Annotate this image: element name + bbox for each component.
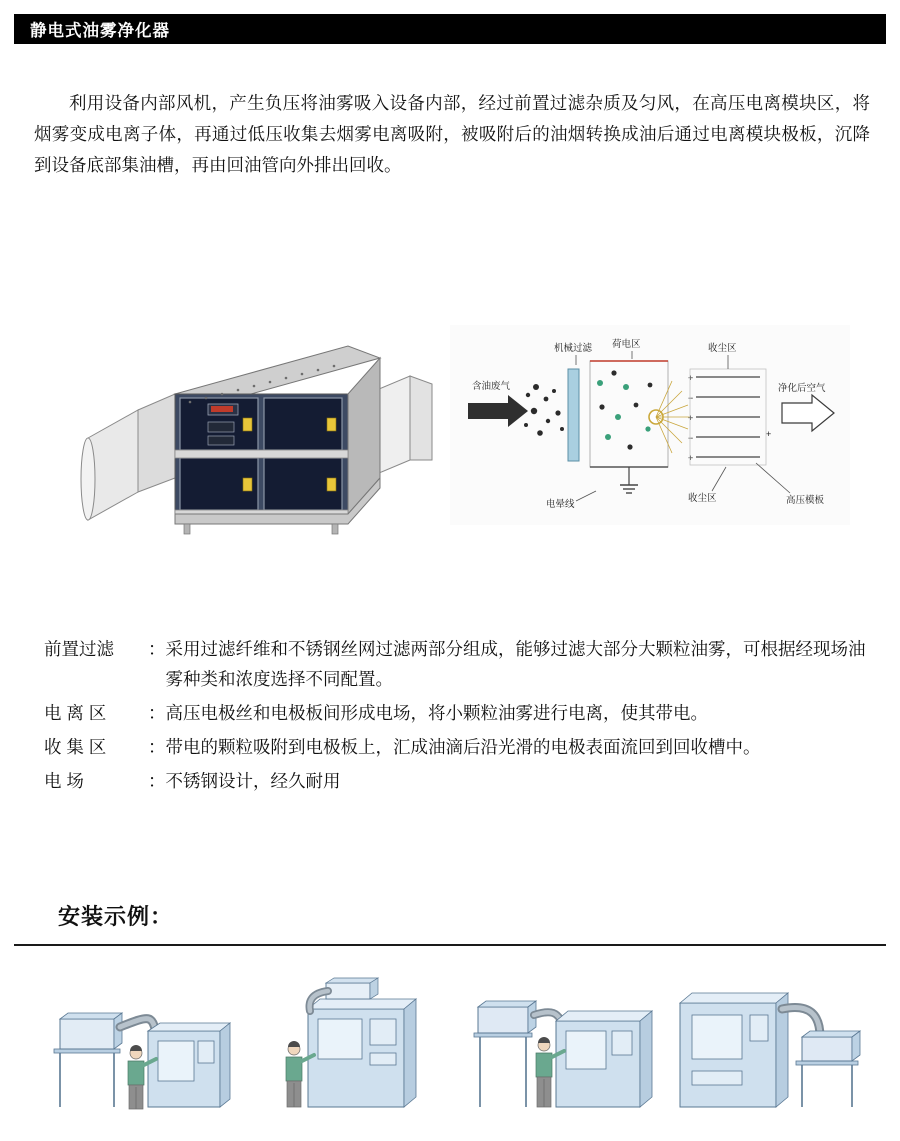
label-clean-air: 净化后空气 xyxy=(778,383,826,394)
spec-label: 前置过滤 xyxy=(44,639,114,659)
svg-text:−: − xyxy=(688,433,694,443)
svg-text:+: + xyxy=(688,453,694,463)
svg-text:+: + xyxy=(688,373,694,383)
spec-label: 电 场 xyxy=(44,771,84,791)
spec-text: 高压电极丝和电极板间形成电场，将小颗粒油雾进行电离，使其带电。 xyxy=(165,703,708,723)
spec-list xyxy=(44,634,874,800)
spec-label: 收 集 区 xyxy=(44,737,107,757)
install-example-3 xyxy=(460,975,660,1125)
label-high-voltage-plate: 高压模板 xyxy=(786,495,825,506)
svg-text:+: + xyxy=(766,429,772,439)
section-divider xyxy=(14,944,886,946)
principle-diagram xyxy=(450,325,850,525)
figure-area xyxy=(60,300,850,590)
label-oil-waste-gas: 含油废气 xyxy=(472,381,511,392)
svg-text:−: − xyxy=(688,393,694,403)
install-section-title: 安装示例： xyxy=(58,904,174,929)
header-bar xyxy=(14,14,886,44)
spec-text: 不锈钢设计，经久耐用 xyxy=(165,771,341,791)
spec-row xyxy=(44,634,874,694)
install-example-4 xyxy=(670,975,870,1125)
spec-colon: ： xyxy=(148,639,166,659)
spec-colon: ： xyxy=(148,771,166,791)
spec-row xyxy=(44,732,874,762)
spec-text: 带电的颗粒吸附到电极板上，汇成油滴后沿光滑的电极表面流回到回收槽中。 xyxy=(165,737,761,757)
svg-text:+: + xyxy=(688,413,694,423)
spec-text: 采用过滤纤维和不锈钢丝网过滤两部分组成，能够过滤大部分大颗粒油雾，可根据经现场油雾种类和浓度选择不同配置。 xyxy=(165,639,866,689)
install-example-1 xyxy=(40,975,240,1125)
install-example-2 xyxy=(250,975,450,1125)
spec-row xyxy=(44,698,874,728)
page-title: 静电式油雾净化器 xyxy=(30,22,170,40)
label-mechanical-filter: 机械过滤 xyxy=(554,343,593,354)
spec-row xyxy=(44,766,874,796)
label-dust-zone-bottom: 收尘区 xyxy=(688,493,717,504)
label-corona-wire: 电晕线 xyxy=(546,499,575,510)
label-charge-zone: 荷电区 xyxy=(612,339,641,350)
product-illustration xyxy=(80,310,450,560)
spec-colon: ： xyxy=(148,703,166,723)
install-examples-row xyxy=(40,965,870,1125)
intro-paragraph: 利用设备内部风机，产生负压将油雾吸入设备内部，经过前置过滤杂质及匀风，在高压电离模块区，将烟雾变成电离子体，再通过低压收集去烟雾电离吸附，被吸附后的油烟转换成油后通过电离模块极板，沉降到设备底部集油槽，再由回油管向外排出回收。 xyxy=(34,93,870,175)
spec-label: 电 离 区 xyxy=(44,703,107,723)
spec-colon: ： xyxy=(148,737,166,757)
label-collect-zone: 收尘区 xyxy=(708,343,737,354)
